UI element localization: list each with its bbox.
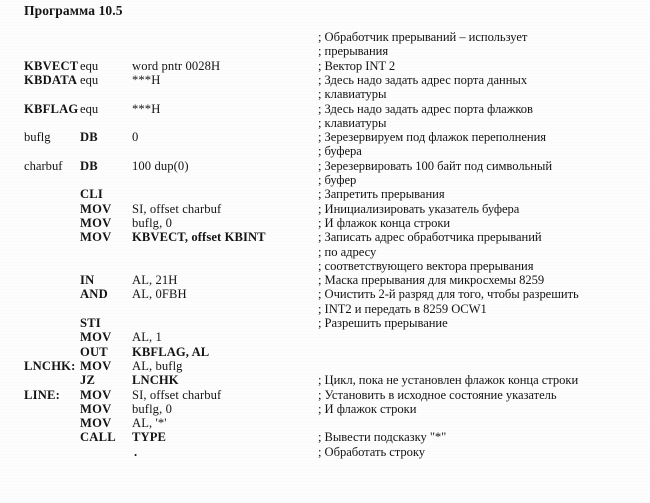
code-operands: ***H [132, 101, 161, 116]
code-comment: ; И флажок строки [318, 401, 417, 416]
code-line [0, 202, 650, 216]
code-comment: ; Здесь надо задать адрес порта данных [318, 72, 528, 87]
code-line [0, 273, 650, 287]
code-mnemonic: MOV [80, 215, 112, 230]
code-mnemonic: equ [80, 58, 99, 73]
code-comment: ; Обработчик прерываний – использует [318, 30, 528, 44]
code-mnemonic: DB [80, 130, 98, 145]
code-comment: ; Вывести подсказку "*" [318, 430, 447, 445]
code-line [0, 416, 650, 430]
code-line [0, 430, 650, 444]
code-mnemonic: equ [80, 101, 99, 116]
code-comment: ; Зерезервировать 100 байт под символьный [318, 158, 553, 173]
code-operands: buflg, 0 [132, 215, 172, 230]
code-line [0, 373, 650, 387]
code-line [0, 388, 650, 402]
code-comment: ; Вектор INT 2 [318, 58, 396, 73]
code-comment: ; Записать адрес обработчика прерываний [318, 230, 542, 245]
code-operands: word pntr 0028H [132, 58, 221, 73]
code-mnemonic: STI [80, 316, 101, 330]
code-line [0, 159, 650, 173]
code-line [0, 59, 650, 73]
code-mnemonic: IN [80, 273, 95, 288]
code-line [0, 230, 650, 244]
code-comment: ; Запретить прерывания [318, 187, 445, 202]
code-line [0, 44, 650, 58]
code-comment: ; Очистить 2-й разряд для того, чтобы разрешить [318, 287, 579, 302]
code-comment: ; буфер [318, 173, 357, 187]
code-line [0, 30, 650, 44]
code-operands: KBVECT, offset KBINT [132, 230, 266, 245]
code-comment: ; Установить в исходное состояние указатель [318, 387, 557, 402]
code-mnemonic: MOV [80, 401, 112, 416]
code-operands: AL, 0FBH [132, 287, 187, 302]
code-mnemonic: MOV [80, 358, 112, 373]
code-mnemonic: AND [80, 287, 108, 302]
code-mnemonic: MOV [80, 230, 112, 245]
code-comment: ; Инициализировать указатель буфера [318, 201, 520, 216]
code-mnemonic: MOV [80, 330, 112, 345]
code-line [0, 87, 650, 101]
code-line [0, 445, 650, 459]
code-mnemonic: JZ [80, 373, 96, 388]
code-line [0, 259, 650, 273]
code-comment: ; Цикл, пока не установлен флажок конца строки [318, 373, 579, 388]
code-line [0, 330, 650, 344]
code-line [0, 245, 650, 259]
code-label: KBVECT [24, 58, 79, 73]
code-mnemonic: DB [80, 158, 98, 173]
code-label: KBFLAG [24, 101, 79, 116]
code-operands: buflg, 0 [132, 401, 172, 416]
code-operands: KBFLAG, AL [132, 344, 210, 359]
code-mnemonic: MOV [80, 416, 112, 431]
code-mnemonic: OUT [80, 344, 108, 359]
code-operands: AL, 1 [132, 330, 162, 345]
code-operands: 100 dup(0) [132, 158, 189, 173]
code-line [0, 102, 650, 116]
code-line [0, 287, 650, 301]
code-operands: 0 [132, 130, 139, 145]
code-operands: AL, buflg [132, 358, 183, 373]
code-operands: ***H [132, 72, 161, 87]
code-comment: ; соответствующего вектора прерывания [318, 258, 534, 273]
code-mnemonic: MOV [80, 201, 112, 216]
code-comment: ; Здесь надо задать адрес порта флажков [318, 101, 533, 116]
code-comment: ; буфера [318, 144, 362, 159]
code-line [0, 130, 650, 144]
code-mnemonic: equ [80, 72, 99, 87]
page-title: Программа 10.5 [24, 3, 123, 18]
code-label: charbuf [24, 158, 63, 173]
code-label: buflg [24, 130, 51, 145]
code-line [0, 302, 650, 316]
code-label: LINE: [24, 387, 60, 402]
code-comment: ; клавиатуры [318, 115, 387, 130]
code-mnemonic: CALL [80, 430, 116, 445]
code-label: LNCHK: [24, 358, 76, 373]
code-line [0, 116, 650, 130]
code-mnemonic: MOV [80, 387, 112, 402]
code-operands: TYPE [132, 430, 166, 445]
code-operands: LNCHK [132, 373, 179, 388]
code-line [0, 402, 650, 416]
code-line [0, 144, 650, 158]
code-comment: ; Маска прерывания для микросхемы 8259 [318, 273, 545, 288]
code-operands: SI, offset charbuf [132, 387, 222, 402]
code-line [0, 345, 650, 359]
code-line [0, 173, 650, 187]
code-line [0, 316, 650, 330]
code-line [0, 216, 650, 230]
code-continuation-dot: . [134, 444, 138, 459]
code-operands: AL, '*' [132, 416, 167, 431]
code-line [0, 73, 650, 87]
code-label: KBDATA [24, 72, 78, 87]
code-comment: ; Разрешить прерывание [318, 316, 448, 330]
code-comment: ; INT2 и передать в 8259 OCW1 [318, 301, 487, 316]
code-mnemonic: CLI [80, 187, 103, 202]
code-comment: ; по адресу [318, 244, 377, 259]
code-line [0, 187, 650, 201]
code-operands: SI, offset charbuf [132, 201, 222, 216]
code-comment: ; клавиатуры [318, 87, 387, 102]
code-operands: AL, 21H [132, 273, 178, 288]
code-comment: ; прерывания [318, 44, 389, 59]
code-line [0, 359, 650, 373]
code-comment: ; Обработать строку [318, 444, 426, 459]
code-comment: ; И флажок конца строки [318, 215, 451, 230]
code-comment: ; Зерезервируем под флажок переполнения [318, 130, 547, 145]
